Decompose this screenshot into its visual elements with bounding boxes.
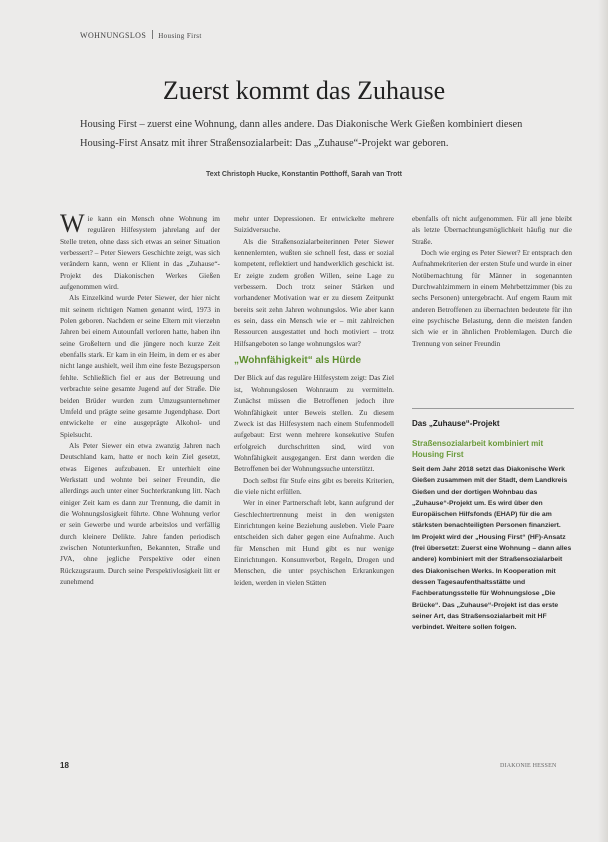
- paragraph: Als Einzelkind wurde Peter Siewer, der hier nicht mit seinem richtigen Namen genannt wird, 1973 in Polen geboren. Nachdem er seine Eltern mit vierzehn Jahren bei einem Autounfall verloren hatte, haben ihn seine Großeltern und die jüngere noch kurze Zeit ebenfalls stark. Er kam in ein Heim, in dem er es aber nicht lange aushielt, weil ihm eine feste Bezugsperson fehlte. Schließlich fiel er aus der Betreuung und verbrachte seine gesamte Jugend auf der Straße. Die beiden Brüder wurden zum Umzugsunternehmer Umfeld und prägte seine gesamte Jugendphase. Dort entwickelte er eine ausgeprägte Alkohol- und Spielsucht.: [60, 293, 220, 439]
- text-column-2: [234, 213, 394, 588]
- page-number: 18: [60, 761, 69, 770]
- info-box: [412, 408, 574, 633]
- paragraph-text: ie kann ein Mensch ohne Wohnung im regulären Hilfesystem jahrelang auf der Stelle treten, ohne dass sich etwas an seiner Situation verbessert? – Peter Siewers Geschichte zeigt, was sich verändern kann, wenn er Klient in das „Zuhause“-Projekt des Diakonischen Werkes Gießen aufgenommen wird.: [60, 214, 220, 292]
- info-box-body: [412, 464, 574, 633]
- paragraph: Wer in einer Partnerschaft lebt, kann aufgrund der Geschlechtertrennung meist in den wenigsten Einrichtungen keine Beziehung ausleben. Viele Paare entscheiden sich daher gegen eine Aufnahme. Auch für Menschen mit Hund gibt es nur wenige Einrichtungen. Konsumverbot, Regeln, Drogen und Menschen, die unter psychischen Erkrankungen leiden, werden in vielen Stätten: [234, 498, 394, 587]
- section-subhead: „Wohnfähigkeit“ als Hürde: [234, 355, 362, 367]
- publication-name: DIAKONIE HESSEN: [500, 763, 557, 769]
- running-head-topic: Housing First: [158, 32, 202, 40]
- running-head: [80, 30, 202, 40]
- article-byline: Text Christoph Hucke, Konstantin Potthoff, Sarah van Trott: [206, 171, 402, 178]
- page-edge-shadow: [598, 0, 608, 842]
- paragraph: Im Projekt wird der „Housing First“ (HF)-Ansatz (frei übersetzt: Zuerst eine Wohnung – dann alles andere) kombiniert mit der Straßensozialarbeit des Diakonischen Werks. In Kooperation mit dessen Tagesaufenthaltsstätte und Fachberatungsstelle für Wohnungslose „Die Brücke“. Das „Zuhause“-Projekt ist das erste seiner Art, das Straßensozialarbeit mit HF verbindet. Weitere sollen folgen.: [412, 533, 572, 632]
- info-box-title: Das „Zuhause“-Projekt: [412, 419, 500, 428]
- article-deck: Housing First – zuerst eine Wohnung, dann alles andere. Das Diakonische Werk Gießen kombiniert diesen Housing-First Ansatz mit ihrer Straßensozialarbeit: Das „Zuhause“-Projekt war geboren.: [80, 119, 523, 149]
- drop-cap: W: [60, 209, 85, 238]
- paragraph: mehr unter Depressionen. Er entwickelte mehrere Suizidversuche.: [234, 214, 394, 235]
- paragraph: Doch selbst für Stufe eins gibt es bereits Kriterien, die viele nicht erfüllen.: [234, 475, 394, 496]
- paragraph: Seit dem Jahr 2018 setzt das Diakonische Werk Gießen zusammen mit der Stadt, dem Landkreis Gießen und der dortigen Wohnbau das „Zuhause“-Projekt um. Es wird über den Europäischen Hilfsfonds (EHAP) für die am stärksten benachteiligten Personen finanziert.: [412, 466, 568, 530]
- paragraph: [60, 209, 220, 292]
- paragraph: Als Peter Siewer ein etwa zwanzig Jahren nach Deutschland kam, hatte er noch kein Ziel gesetzt, etwas Eigenes aufzubauen. Er unterhielt eine Werkstatt und wohnte bei seiner Freundin, die allerdings auch unter einer Suchterkrankung litt. Nach einiger Zeit kam es dann zur Trennung, die damit in die Wohnungslosigkeit führte. Ohne Wohnung verlor er sein Gewerbe und wurde arbeitslos und verfällig durch kleinere Delikte. Jahre fanden periodisch zwischen Notunterkunften, Bekannten, Straße und JVA, ohne jegliche Perspektive oder einen Rückzugsraum. Durch seine Perspektivlosigkeit litt er zunehmend: [60, 440, 220, 586]
- info-box-subtitle: Straßensozialarbeit kombiniert mit Housing First: [412, 439, 544, 459]
- text-column-1: [60, 209, 220, 587]
- paragraph: Doch wie erging es Peter Siewer? Er entsprach den Aufnahmekriterien der ersten Stufe und wurde in einer Notübernachtung für Männer in sogenannten Durchwahlzimmern in einem Mehrbettzimmer (bis zu sechs Personen) untergebracht. Auf engem Raum mit anderen Betroffenen zu übernachten bedeutete für ihn eine psychische Belastung, denn die meisten fanden sich wie er in ähnlichen Problemlagen. Durch die Trennung von seiner Freundin: [412, 248, 572, 348]
- text-column-3: [412, 213, 572, 349]
- paragraph: Der Blick auf das reguläre Hilfesystem zeigt: Das Ziel ist, Wohnungslosen Wohnraum zu vermitteln. Zunächst müssen die Betroffenen jedoch ihre Wohnfähigkeit unter Beweis stellen. Zu diesem Zweck ist das Hilfesystem nach einem Stufenmodell aufgebaut: Erst wenn mehrere konsekutive Stufen erfolgreich durchschritten sind, wird von Wohnfähigkeit ausgegangen. Erst dann werden die Betroffenen bei der Wohnungssuche unterstützt.: [234, 373, 394, 474]
- paragraph: ebenfalls oft nicht aufgenommen. Für all jene bleibt als letzte Übernachtungsmöglichkeit häufig nur die Straße.: [412, 214, 572, 246]
- running-head-section: WOHNUNGSLOS: [80, 31, 147, 40]
- article-title: Zuerst kommt das Zuhause: [162, 76, 446, 105]
- paragraph: Als die Straßensozialarbeiterinnen Peter Siewer kennenlernten, wußten sie schnell fest, dass er sozial kompetent, reflektiert und handwerklich geschickt ist. Er zeigte zudem großen Willen, seine Lage zu verbessern. Doch trotz seiner Stärken und vorhandener Motivation war er zu diesem Zeitpunkt bereits seit zehn Jahren wohnungslos. Wie aber kann es sein, dass ein Mensch wie er – mit zahlreichen Ressourcen ausgestattet und hoch motiviert – trotz Hilfsangeboten so lange wohnungslos war?: [234, 236, 394, 348]
- running-head-divider: [152, 30, 153, 39]
